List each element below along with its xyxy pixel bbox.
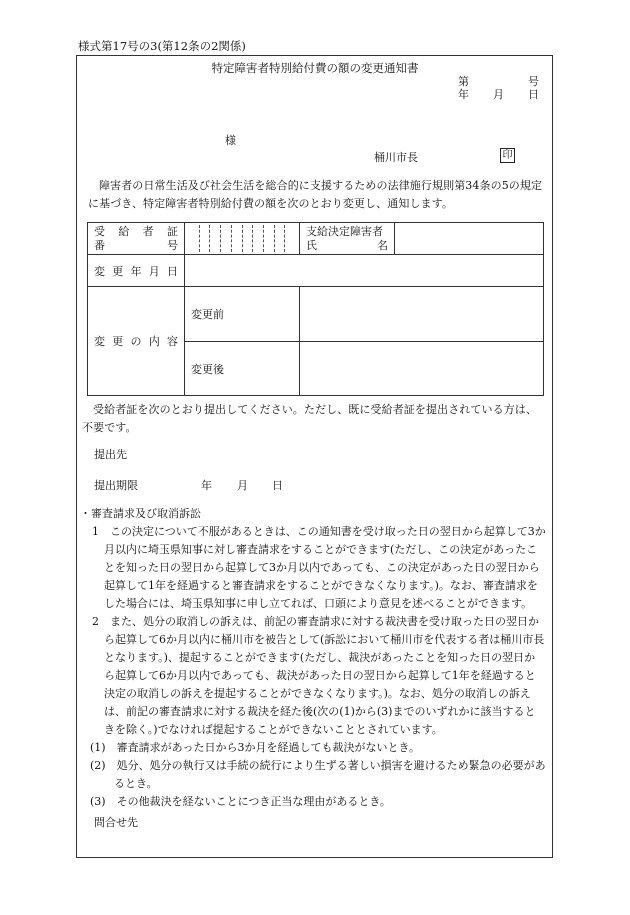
number-prefix: 第 xyxy=(458,75,469,88)
issuer-name: 桶川市長 xyxy=(374,151,418,164)
seal-mark xyxy=(500,148,515,163)
document-title: 特定障害者特別給付費の額の変更通知書 xyxy=(211,61,419,75)
number-suffix: 号 xyxy=(528,75,539,88)
deadline-month: 月 xyxy=(237,479,248,492)
cert-label-1: 受給者証 xyxy=(94,224,178,238)
date-day: 日 xyxy=(528,88,539,101)
row-cert xyxy=(88,223,544,255)
decision-label-2: 氏名 xyxy=(306,238,388,252)
deadline-label: 提出期限 xyxy=(94,479,138,492)
cert-label-cell xyxy=(88,223,185,255)
submit-to-label: 提出先 xyxy=(94,448,127,461)
appeal-item-2: 2 また、処分の取消しの訴えは、前記の審査請求に対する裁決書を受け取った日の翌日から起算して6か月以内に桶川市を被告として(訴訟において桶川市を代表する者は桶川市長となります。)、提起することができます(ただし、裁決があったことを知った日の翌日から起算して6か月以内であっても、裁決があった日の翌日から起算して1年を経過すると決定の取消しの訴えを提起することができなくなります。)。なお、処分の取消しの訴えは、前記の審査請求に対する裁決を経た後(次の(1)から(3)までのいずれかに該当するときを除く。)でなければ提起することができないこととされています。 xyxy=(92,615,545,736)
recipient-suffix: 様 xyxy=(225,134,236,147)
deadline-day: 日 xyxy=(272,479,283,492)
seal-stamp: 印 xyxy=(500,148,515,163)
appeal-item-1: 1 この決定について不服があるときは、この通知書を受け取った日の翌日から起算して3か月以内に埼玉県知事に対し審査請求をすることができます(ただし、この決定があったことを知った日の翌日から起算して3か月以内であっても、この決定があった日の翌日から起算して1年を経過すると審査請求をすることができなくなります。)。なお、審査請求をした場合には、埼玉県知事に申し立てれば、口頭により意見を述べることができます。 xyxy=(92,525,546,610)
decision-label-1: 支給決定障害者 xyxy=(306,224,383,238)
cert-digit-boxes xyxy=(189,225,295,252)
appeal-heading: ・審査請求及び取消訴訟 xyxy=(80,507,201,520)
cert-label-2: 番号 xyxy=(94,238,178,252)
after-label: 変更後 xyxy=(185,342,300,396)
inquiry-label: 問合せ先 xyxy=(94,816,138,829)
after-value[interactable] xyxy=(300,342,544,396)
appeal-sub-1: (1) 審査請求があった日から3か月を経過しても裁決がないとき。 xyxy=(90,741,421,754)
row-change-before xyxy=(88,287,544,342)
appeal-section xyxy=(80,505,546,811)
appeal-sub-3: (3) その他裁決を経ないことにつき正当な理由があるとき。 xyxy=(90,795,391,808)
row-change-date xyxy=(88,255,544,287)
date-month: 月 xyxy=(493,88,504,101)
info-table xyxy=(87,222,544,396)
submit-note: 受給者証を次のとおり提出してください。ただし、既に受給者証を提出されている方は、不要です。 xyxy=(82,403,537,434)
deadline-year: 年 xyxy=(201,479,212,492)
change-date-label: 変更年月日 xyxy=(88,255,185,287)
appeal-sub-2: (2) 処分、処分の執行又は手続の続行により生ずる著しい損害を避けるため緊急の必要があるとき。 xyxy=(90,759,546,790)
form-code: 様式第17号の3(第12条の2関係) xyxy=(78,39,246,53)
intro-paragraph: 障害者の日常生活及び社会生活を総合的に支援するための法律施行規則第34条の5の規定に基づき、特定障害者特別給付費の額を次のとおり変更し、通知します。 xyxy=(88,179,543,210)
cert-digits-cell[interactable] xyxy=(185,223,300,255)
decision-name-cell[interactable] xyxy=(395,223,544,255)
change-date-value[interactable] xyxy=(185,255,544,287)
before-label: 変更前 xyxy=(185,287,300,342)
decision-label-cell xyxy=(300,223,395,255)
change-content-label: 変更の内容 xyxy=(88,287,185,396)
before-value[interactable] xyxy=(300,287,544,342)
date-year: 年 xyxy=(458,88,469,101)
